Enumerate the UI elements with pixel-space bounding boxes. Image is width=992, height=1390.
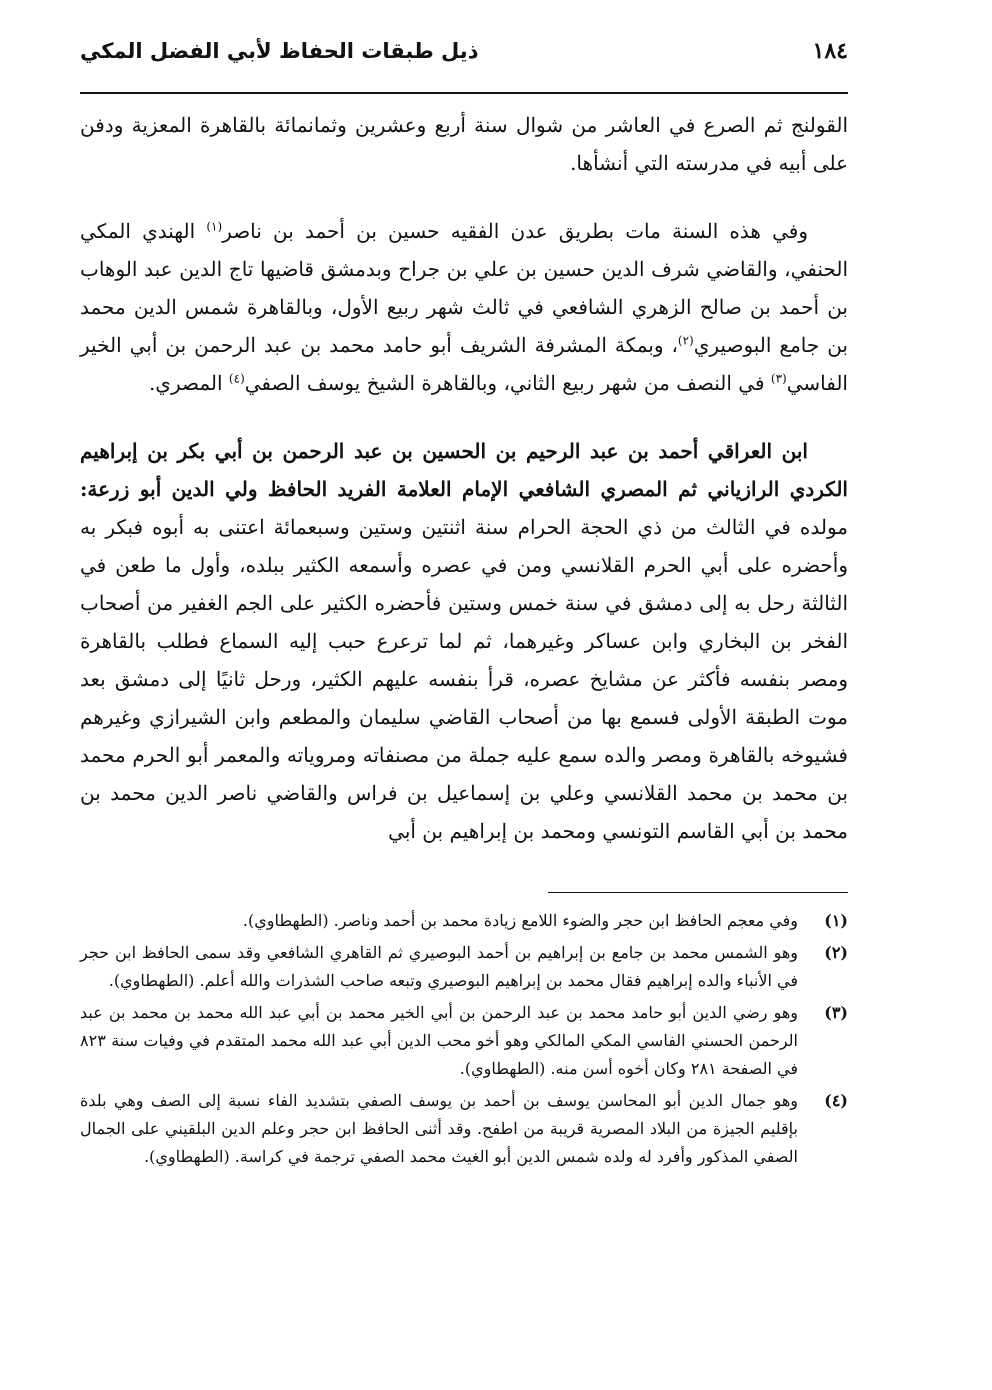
paragraph-text: في النصف من شهر ربيع الثاني، وبالقاهرة الشيخ يوسف الصفي <box>244 371 771 395</box>
footnote-text: وهو الشمس محمد بن جامع بن إبراهيم بن أحمد البوصيري ثم القاهري الشافعي وقد سمى الحافظ ابن حجر في الأنباء والده إبراهيم فقال محمد بن إبراهيم البوصيري وتبعه صاحب الشذرات والله أعلم. (الطهطاوي). <box>80 943 799 990</box>
footnote-marker-4: (٤) <box>228 371 245 386</box>
footnote-text: وهو جمال الدين أبو المحاسن يوسف بن أحمد بن يوسف الصفي بتشديد الفاء نسبة إلى الصف وهي بلدة بإقليم الجيزة من البلاد المصرية قريبة من اطفح. وقد أثنى الحافظ ابن حجر وعلم الدين البلقيني على الجمال الصفي المذكور وأفرد له ولده شمس الدين أبو الغيث محمد الصفي ترجمة في كراسة. (الطهطاوي). <box>80 1091 798 1166</box>
footnote-text: وهو رضي الدين أبو حامد محمد بن عبد الرحمن بن أبي الخير محمد بن أبي عبد الله محمد بن محمد بن عبد الرحمن الحسني الفاسي المكي المالكي وهو أخو محب الدين أبي عبد الله محمد المتقدم في وفيات سنة ٨٢٣ في الصفحة ٢٨١ وكان أخوه أسن منه. (الطهطاوي). <box>80 1003 798 1078</box>
paragraph-text: وفي هذه السنة مات بطريق عدن الفقيه حسين بن أحمد بن ناصر <box>222 219 809 243</box>
running-header <box>80 38 848 88</box>
footnote-separator <box>548 892 848 893</box>
footnote-marker-2: (٢) <box>677 333 694 348</box>
footnote-number: (٣) <box>824 1003 848 1022</box>
footnote-marker-3: (٣) <box>770 371 787 386</box>
paragraph-text: ، وبمكة المشرفة الشريف أبو حامد محمد بن عبد الرحمن بن أبي الخير الفاسي <box>80 333 848 395</box>
biography-heading: ابن العراقي أحمد بن عبد الرحيم بن الحسين بن عبد الرحمن بن أبي بكر بن إبراهيم الكردي الرازياني ثم المصري الشافعي الإمام العلامة الفريد الحافظ ولي الدين أبو زرعة: <box>80 439 848 501</box>
footnote-3 <box>80 999 848 1083</box>
header-rule <box>80 92 848 94</box>
paragraph-text: المصري. <box>148 371 229 395</box>
footnote-4 <box>80 1087 848 1171</box>
footnote-number: (٢) <box>824 943 848 962</box>
biography-text: مولده في الثالث من ذي الحجة الحرام سنة اثنتين وستين وسبعمائة اعتنى به أبوه فبكر به وأحضره على أبي الحرم القلانسي ومن في عصره وأسمعه الكثير ببلده، وأول ما طعن في الثالثة رحل به إلى دمشق في سنة خمس وستين فأحضره الكثير على الجم الغفير من أصحاب الفخر بن البخاري وابن عساكر وغيرهما، ثم لما ترعرع حبب إليه السماع فطلب بالقاهرة ومصر بنفسه فأكثر عن مشايخ عصره، قرأ بنفسه عليهم الكثير، ورحل ثانيًا إلى دمشق بعد موت الطبقة الأولى فسمع بها من أصحاب القاضي سليمان والمطعم وابن الشيرازي وغيرهم فشيوخه بالقاهرة ومصر والده سمع عليه جملة من مصنفاته ومروياته والمعمر أبو الحرم محمد بن محمد بن محمد القلانسي وعلي بن إسماعيل بن فراس والقاضي ناصر الدين محمد بن محمد بن أبي القاسم التونسي ومحمد بن إبراهيم بن أبي <box>80 515 848 843</box>
paragraph-text: الهندي المكي الحنفي، والقاضي شرف الدين حسين بن علي بن جراح وبدمشق قاضيها تاج الدين عبد الوهاب بن أحمد بن صالح الزهري الشافعي في ثالث شهر ربيع الأول، وبالقاهرة شمس الدين محمد بن جامع البوصيري <box>80 219 848 357</box>
paragraph-deaths-of-year <box>80 212 848 402</box>
running-title: ذيل طبقات الحفاظ لأبي الفضل المكي <box>80 39 479 63</box>
book-page <box>80 38 848 1175</box>
footnotes <box>80 907 848 1171</box>
footnote-marker-1: (١) <box>206 219 223 234</box>
biography-entry <box>80 432 848 850</box>
footnote-text: وفي معجم الحافظ ابن حجر والضوء اللامع زيادة محمد بن أحمد وناصر. (الطهطاوي). <box>242 911 798 930</box>
footnote-1 <box>80 907 848 935</box>
footnote-number: (١) <box>824 911 848 930</box>
footnote-number: (٤) <box>824 1091 848 1110</box>
paragraph-continuation: القولنج ثم الصرع في العاشر من شوال سنة أربع وعشرين وثمانمائة بالقاهرة المعزية ودفن على أبيه في مدرسته التي أنشأها. <box>80 113 848 175</box>
footnote-2 <box>80 939 848 995</box>
page-number: ١٨٤ <box>812 38 848 64</box>
